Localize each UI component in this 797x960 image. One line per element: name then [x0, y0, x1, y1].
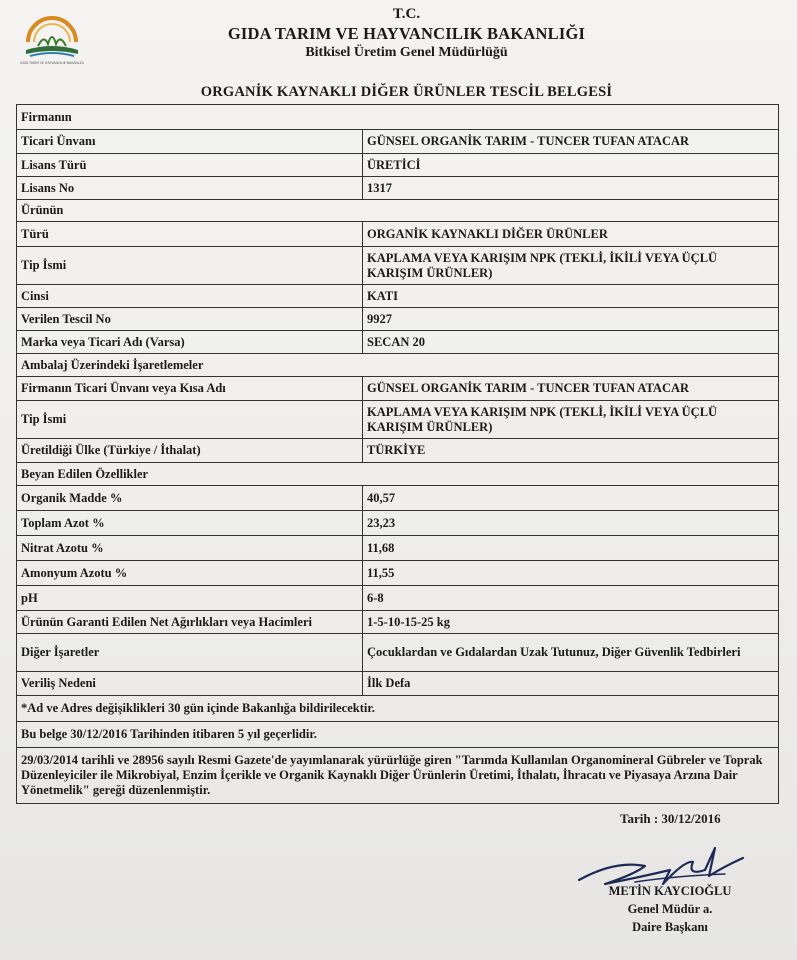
table-row — [17, 154, 779, 177]
section-product: Ürünün — [17, 200, 779, 222]
product-type-value: ORGANİK KAYNAKLI DİĞER ÜRÜNLER — [363, 222, 779, 247]
product-type-name-label: Tip İsmi — [17, 247, 363, 285]
pack-type-name-value: KAPLAMA VEYA KARIŞIM NPK (TEKLİ, İKİLİ VEYA ÜÇLÜ KARIŞIM ÜRÜNLER) — [363, 401, 779, 439]
pack-type-name-label: Tip İsmi — [17, 401, 363, 439]
signer-title: Genel Müdür a. — [627, 902, 713, 916]
product-kind-label: Cinsi — [17, 285, 363, 308]
svg-text:GIDA TARIM VE HAYVANCILIK BAKA: GIDA TARIM VE HAYVANCILIK BAKANLIĞI — [20, 61, 84, 65]
ph-value: 6-8 — [363, 586, 779, 611]
section-row — [17, 354, 779, 377]
table-row — [17, 285, 779, 308]
net-weight-value: 1-5-10-15-25 kg — [363, 611, 779, 634]
table-row — [17, 130, 779, 154]
section-row — [17, 200, 779, 222]
note-row — [17, 748, 779, 804]
table-row — [17, 222, 779, 247]
header-directorate: Bitkisel Üretim Genel Müdürlüğü — [305, 45, 508, 60]
header-tc: T.C. — [392, 6, 421, 22]
brand-label: Marka veya Ticari Adı (Varsa) — [17, 331, 363, 354]
table-row — [17, 439, 779, 463]
table-row — [17, 611, 779, 634]
product-type-name-value: KAPLAMA VEYA KARIŞIM NPK (TEKLİ, İKİLİ VEYA ÜÇLÜ KARIŞIM ÜRÜNLER) — [363, 247, 779, 285]
table-row — [17, 634, 779, 672]
license-type-value: ÜRETİCİ — [363, 154, 779, 177]
trade-name-value: GÜNSEL ORGANİK TARIM - TUNCER TUFAN ATACAR — [363, 130, 779, 154]
certificate-table — [16, 104, 779, 804]
ammonium-label: Amonyum Azotu % — [17, 561, 363, 586]
address-note: *Ad ve Adres değişiklikleri 30 gün içinde Bakanlığa bildirilecektir. — [17, 696, 779, 722]
nitrate-label: Nitrat Azotu % — [17, 536, 363, 561]
table-row — [17, 536, 779, 561]
note-row — [17, 722, 779, 748]
table-row — [17, 586, 779, 611]
regulation-note: 29/03/2014 tarihli ve 28956 sayılı Resmi Gazete'de yayımlanarak yürürlüğe giren "Tarımda Kullanılan Organomineral Gübreler ve Toprak Düzenleyiciler ile Mikrobiyal, Enzim İçerikle ve Organik Kaynaklı Diğer Ürünlerin Üretimi, İthalatı, İhracatı ve Piyasaya Arzına Dair Yönetmelik" gereği düzenlenmiştir. — [17, 748, 779, 804]
other-marks-label: Diğer İşaretler — [17, 634, 363, 672]
table-row — [17, 308, 779, 331]
ammonium-value: 11,55 — [363, 561, 779, 586]
net-weight-label: Ürünün Garanti Edilen Net Ağırlıkları veya Hacimleri — [17, 611, 363, 634]
product-kind-value: KATI — [363, 285, 779, 308]
product-type-label: Türü — [17, 222, 363, 247]
section-row — [17, 463, 779, 486]
section-row — [17, 105, 779, 130]
document-title: ORGANİK KAYNAKLI DİĞER ÜRÜNLER TESCİL BELGESİ — [200, 84, 613, 100]
table-row — [17, 247, 779, 285]
organic-label: Organik Madde % — [17, 486, 363, 511]
section-packaging: Ambalaj Üzerindeki İşaretlemeler — [17, 354, 779, 377]
nitrate-value: 11,68 — [363, 536, 779, 561]
table-row — [17, 511, 779, 536]
other-marks-value: Çocuklardan ve Gıdalardan Uzak Tutunuz, Diğer Güvenlik Tedbirleri — [363, 634, 779, 672]
brand-value: SECAN 20 — [363, 331, 779, 354]
reason-label: Veriliş Nedeni — [17, 672, 363, 696]
pack-firm-name-label: Firmanın Ticari Ünvanı veya Kısa Adı — [17, 377, 363, 401]
note-row — [17, 696, 779, 722]
total-nitrogen-value: 23,23 — [363, 511, 779, 536]
pack-firm-name-value: GÜNSEL ORGANİK TARIM - TUNCER TUFAN ATACAR — [363, 377, 779, 401]
license-no-value: 1317 — [363, 177, 779, 200]
table-row — [17, 401, 779, 439]
ph-label: pH — [17, 586, 363, 611]
total-nitrogen-label: Toplam Azot % — [17, 511, 363, 536]
reason-value: İlk Defa — [363, 672, 779, 696]
country-label: Üretildiği Ülke (Türkiye / İthalat) — [17, 439, 363, 463]
signer-department: Daire Başkanı — [632, 920, 708, 934]
section-firm: Firmanın — [17, 105, 779, 130]
table-row — [17, 561, 779, 586]
table-row — [17, 177, 779, 200]
table-row — [17, 331, 779, 354]
table-row — [17, 486, 779, 511]
issue-date: Tarih : 30/12/2016 — [620, 811, 721, 826]
table-row — [17, 377, 779, 401]
header-ministry: GIDA TARIM VE HAYVANCILIK BAKANLIĞI — [227, 24, 586, 43]
reg-no-label: Verilen Tescil No — [17, 308, 363, 331]
signer-name: METİN KAYCIOĞLU — [608, 884, 732, 898]
table-row — [17, 672, 779, 696]
license-no-label: Lisans No — [17, 177, 363, 200]
country-value: TÜRKİYE — [363, 439, 779, 463]
organic-value: 40,57 — [363, 486, 779, 511]
section-declared: Beyan Edilen Özellikler — [17, 463, 779, 486]
license-type-label: Lisans Türü — [17, 154, 363, 177]
trade-name-label: Ticari Ünvanı — [17, 130, 363, 154]
validity-note: Bu belge 30/12/2016 Tarihinden itibaren 5 yıl geçerlidir. — [17, 722, 779, 748]
reg-no-value: 9927 — [363, 308, 779, 331]
